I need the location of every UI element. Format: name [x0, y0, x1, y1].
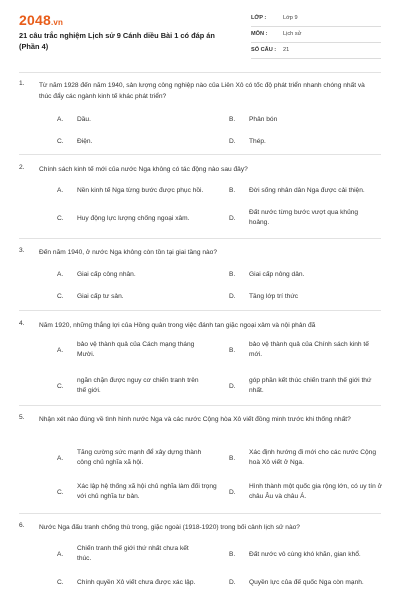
option-letter: A.: [57, 551, 64, 558]
question-text: Nhận xét nào đúng về tình hình nước Nga và các nước Cộng hòa Xô viết đồng minh trước khi thống nhất?: [39, 416, 351, 423]
divider: [19, 310, 381, 311]
meta-row-grade: [251, 11, 381, 27]
question-text: Nước Nga đấu tranh chống thù trong, giặc ngoài (1918-1920) trong bối cảnh lịch sử nào?: [39, 524, 300, 531]
option-text: Xác định hướng đi mới cho các nước Cộng hoà Xô viết ở Nga.: [249, 449, 376, 466]
option-text: Giai cấp nông dân.: [249, 271, 305, 278]
meta-value: 21: [283, 47, 290, 53]
question-number: 1.: [19, 80, 25, 87]
question-1: [19, 80, 381, 145]
option-text: Tầng lớp trí thức: [249, 293, 299, 300]
question-text: Chính sách kinh tế mới của nước Nga không có tác động nào sau đây?: [39, 166, 248, 173]
option-text: Đất nước từng bước vượt qua khủng hoảng.: [249, 209, 359, 226]
option-text: Hình thành một quốc gia rộng lớn, có uy tín ở châu Âu và châu Á.: [249, 483, 382, 500]
divider: [19, 238, 381, 239]
question-6: [19, 522, 381, 597]
option-text: Đất nước vô cùng khó khăn, gian khổ.: [249, 551, 361, 558]
question-number: 5.: [19, 414, 25, 421]
option-text: Quyền lực của đế quốc Nga còn mạnh.: [249, 579, 364, 586]
question-number: 6.: [19, 522, 25, 529]
meta-value: Lớp 9: [283, 15, 298, 21]
option-letter: B.: [229, 551, 236, 558]
meta-value: Lịch sử: [283, 31, 302, 37]
divider: [19, 405, 381, 406]
page-header: [0, 0, 400, 72]
option-text: góp phần kết thúc chiến tranh thế giới thứ nhất.: [249, 377, 372, 394]
meta-label: SỐ CÂU :: [251, 47, 277, 53]
option-letter: C.: [57, 579, 64, 586]
option-text: Xác lập hệ thống xã hội chủ nghĩa làm đối trọng với chủ nghĩa tư bản.: [77, 483, 217, 500]
option-text: Chiến tranh thế giới thứ nhất chưa kết thúc.: [77, 545, 189, 562]
option-letter: D.: [229, 489, 236, 496]
meta-row-subject: [251, 27, 381, 43]
meta-row-count: [251, 43, 381, 59]
option-letter: D.: [229, 293, 236, 300]
divider: [19, 154, 381, 155]
meta-label: LỚP :: [251, 15, 267, 21]
logo-text: 2048: [19, 12, 51, 28]
option-text: Đời sống nhân dân Nga được cải thiện.: [249, 187, 365, 194]
option-letter: A.: [57, 116, 64, 123]
question-2: [19, 164, 381, 234]
meta-label: MÔN :: [251, 31, 268, 37]
divider: [19, 513, 381, 514]
option-text: Thép.: [249, 138, 266, 145]
option-letter: D.: [229, 579, 236, 586]
option-text: Giai cấp tư sản.: [77, 293, 124, 300]
question-text: Từ năm 1928 đến năm 1940, sản lượng công nghiệp nào của Liên Xô có tốc độ phát triển nhanh chóng nhất và thúc đẩy các ngành kinh tế khác phát triển?: [39, 82, 365, 100]
question-3: [19, 247, 381, 307]
option-letter: D.: [229, 138, 236, 145]
option-letter: A.: [57, 347, 64, 354]
divider: [19, 72, 381, 73]
question-4: [19, 320, 381, 400]
option-letter: C.: [57, 489, 64, 496]
meta-info: [251, 11, 381, 59]
option-text: Tăng cường sức mạnh để xây dựng thành công chủ nghĩa xã hội.: [77, 449, 202, 466]
option-letter: B.: [229, 455, 236, 462]
option-letter: B.: [229, 116, 236, 123]
question-5: [19, 414, 381, 509]
option-text: Chính quyền Xô viết chưa được xác lập.: [77, 579, 196, 586]
option-letter: A.: [57, 271, 64, 278]
option-text: Nền kinh tế Nga từng bước được phục hồi.: [77, 187, 204, 194]
question-number: 2.: [19, 164, 25, 171]
option-text: Phân bón: [249, 116, 278, 123]
document-title: 21 câu trắc nghiệm Lịch sử 9 Cánh diều Bài 1 có đáp án (Phần 4): [19, 31, 215, 51]
option-letter: C.: [57, 138, 64, 145]
question-text: Năm 1920, những thắng lợi của Hồng quân trong việc đánh tan giặc ngoại xâm và nội phản đã: [39, 322, 316, 329]
option-letter: C.: [57, 215, 64, 222]
option-text: bảo vệ thành quả của Chính sách kinh tế mới.: [249, 341, 369, 358]
question-number: 3.: [19, 247, 25, 254]
question-text: Đến năm 1940, ở nước Nga không còn tồn tại giai tầng nào?: [39, 249, 218, 256]
option-letter: B.: [229, 347, 236, 354]
option-letter: C.: [57, 383, 64, 390]
site-logo[interactable]: [19, 12, 63, 28]
option-text: Dầu.: [77, 116, 91, 123]
option-text: bảo vệ thành quả của Cách mạng tháng Mười.: [77, 341, 195, 358]
logo-suffix: .vn: [50, 18, 64, 27]
question-number: 4.: [19, 320, 25, 327]
option-letter: B.: [229, 187, 236, 194]
option-letter: D.: [229, 215, 236, 222]
option-text: Giai cấp công nhân.: [77, 271, 136, 278]
option-letter: C.: [57, 293, 64, 300]
option-letter: A.: [57, 187, 64, 194]
option-text: Huy động lực lượng chống ngoại xâm.: [77, 215, 190, 222]
option-letter: A.: [57, 455, 64, 462]
option-text: ngăn chặn được nguy cơ chiến tranh trên thế giới.: [77, 377, 199, 394]
option-text: Điện.: [77, 138, 93, 145]
option-letter: B.: [229, 271, 236, 278]
option-letter: D.: [229, 383, 236, 390]
